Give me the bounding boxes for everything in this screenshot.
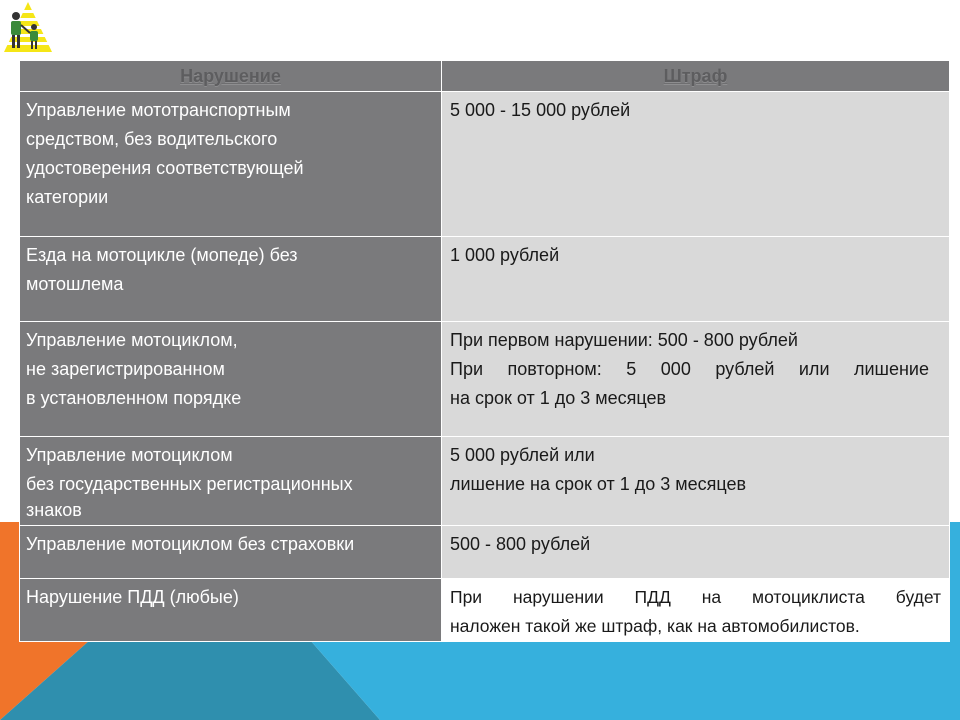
fines-table: [19, 60, 950, 642]
violation-cell: [20, 579, 442, 642]
violation-text: категории: [26, 187, 109, 207]
fine-cell: [442, 237, 950, 322]
violation-text: без государственных регистрационных: [26, 474, 353, 494]
header-violation: Нарушение: [20, 61, 442, 92]
violation-text: Управление мотоциклом,: [26, 330, 238, 350]
violation-text: Управление мотоциклом без страховки: [26, 534, 355, 554]
violation-cell: [20, 322, 442, 437]
table-row: [20, 237, 950, 322]
violation-text: в установленном порядке: [26, 388, 242, 408]
fine-cell: [442, 322, 950, 437]
fine-text: 500 - 800 рублей: [450, 534, 591, 554]
violation-cell: [20, 526, 442, 579]
violation-cell: [20, 237, 442, 322]
violation-text: Управление мотоциклом: [26, 445, 233, 465]
table-row: [20, 322, 950, 437]
violation-text: Нарушение ПДД (любые): [26, 587, 239, 607]
violation-text: Управление мототранспортным: [26, 100, 291, 120]
violation-text: Езда на мотоцикле (мопеде) без: [26, 245, 298, 265]
fine-cell: [442, 526, 950, 579]
fine-cell: [442, 579, 950, 642]
table-row: [20, 92, 950, 237]
fine-text: 5 000 - 15 000 рублей: [450, 100, 631, 120]
fine-text: При нарушении ПДД на мотоциклиста будет: [450, 587, 941, 607]
fine-text: 1 000 рублей: [450, 245, 560, 265]
fine-text: При повторном: 5 000 рублей или лишение: [450, 359, 929, 379]
violation-text: знаков: [26, 500, 82, 520]
fine-cell: [442, 437, 950, 526]
fine-text: 5 000 рублей или: [450, 445, 595, 465]
violation-text: удостоверения соответствующей: [26, 158, 304, 178]
violation-text: средством, без водительского: [26, 129, 278, 149]
violation-cell: [20, 92, 442, 237]
violation-text: мотошлема: [26, 274, 124, 294]
header-fine: Штраф: [442, 61, 950, 92]
road-safety-logo-icon: [0, 0, 56, 56]
table-header-row: [20, 61, 950, 92]
violation-cell: [20, 437, 442, 526]
fine-text: лишение на срок от 1 до 3 месяцев: [450, 474, 747, 494]
violation-text: не зарегистрированном: [26, 359, 225, 379]
fine-text: на срок от 1 до 3 месяцев: [450, 388, 667, 408]
table-row: [20, 437, 950, 526]
table-row: [20, 579, 950, 642]
table-row: [20, 526, 950, 579]
fine-text: При первом нарушении: 500 - 800 рублей: [450, 330, 798, 350]
fine-text: наложен такой же штраф, как на автомобилистов.: [450, 616, 860, 636]
fine-cell: [442, 92, 950, 237]
fines-table-container: [19, 60, 949, 642]
